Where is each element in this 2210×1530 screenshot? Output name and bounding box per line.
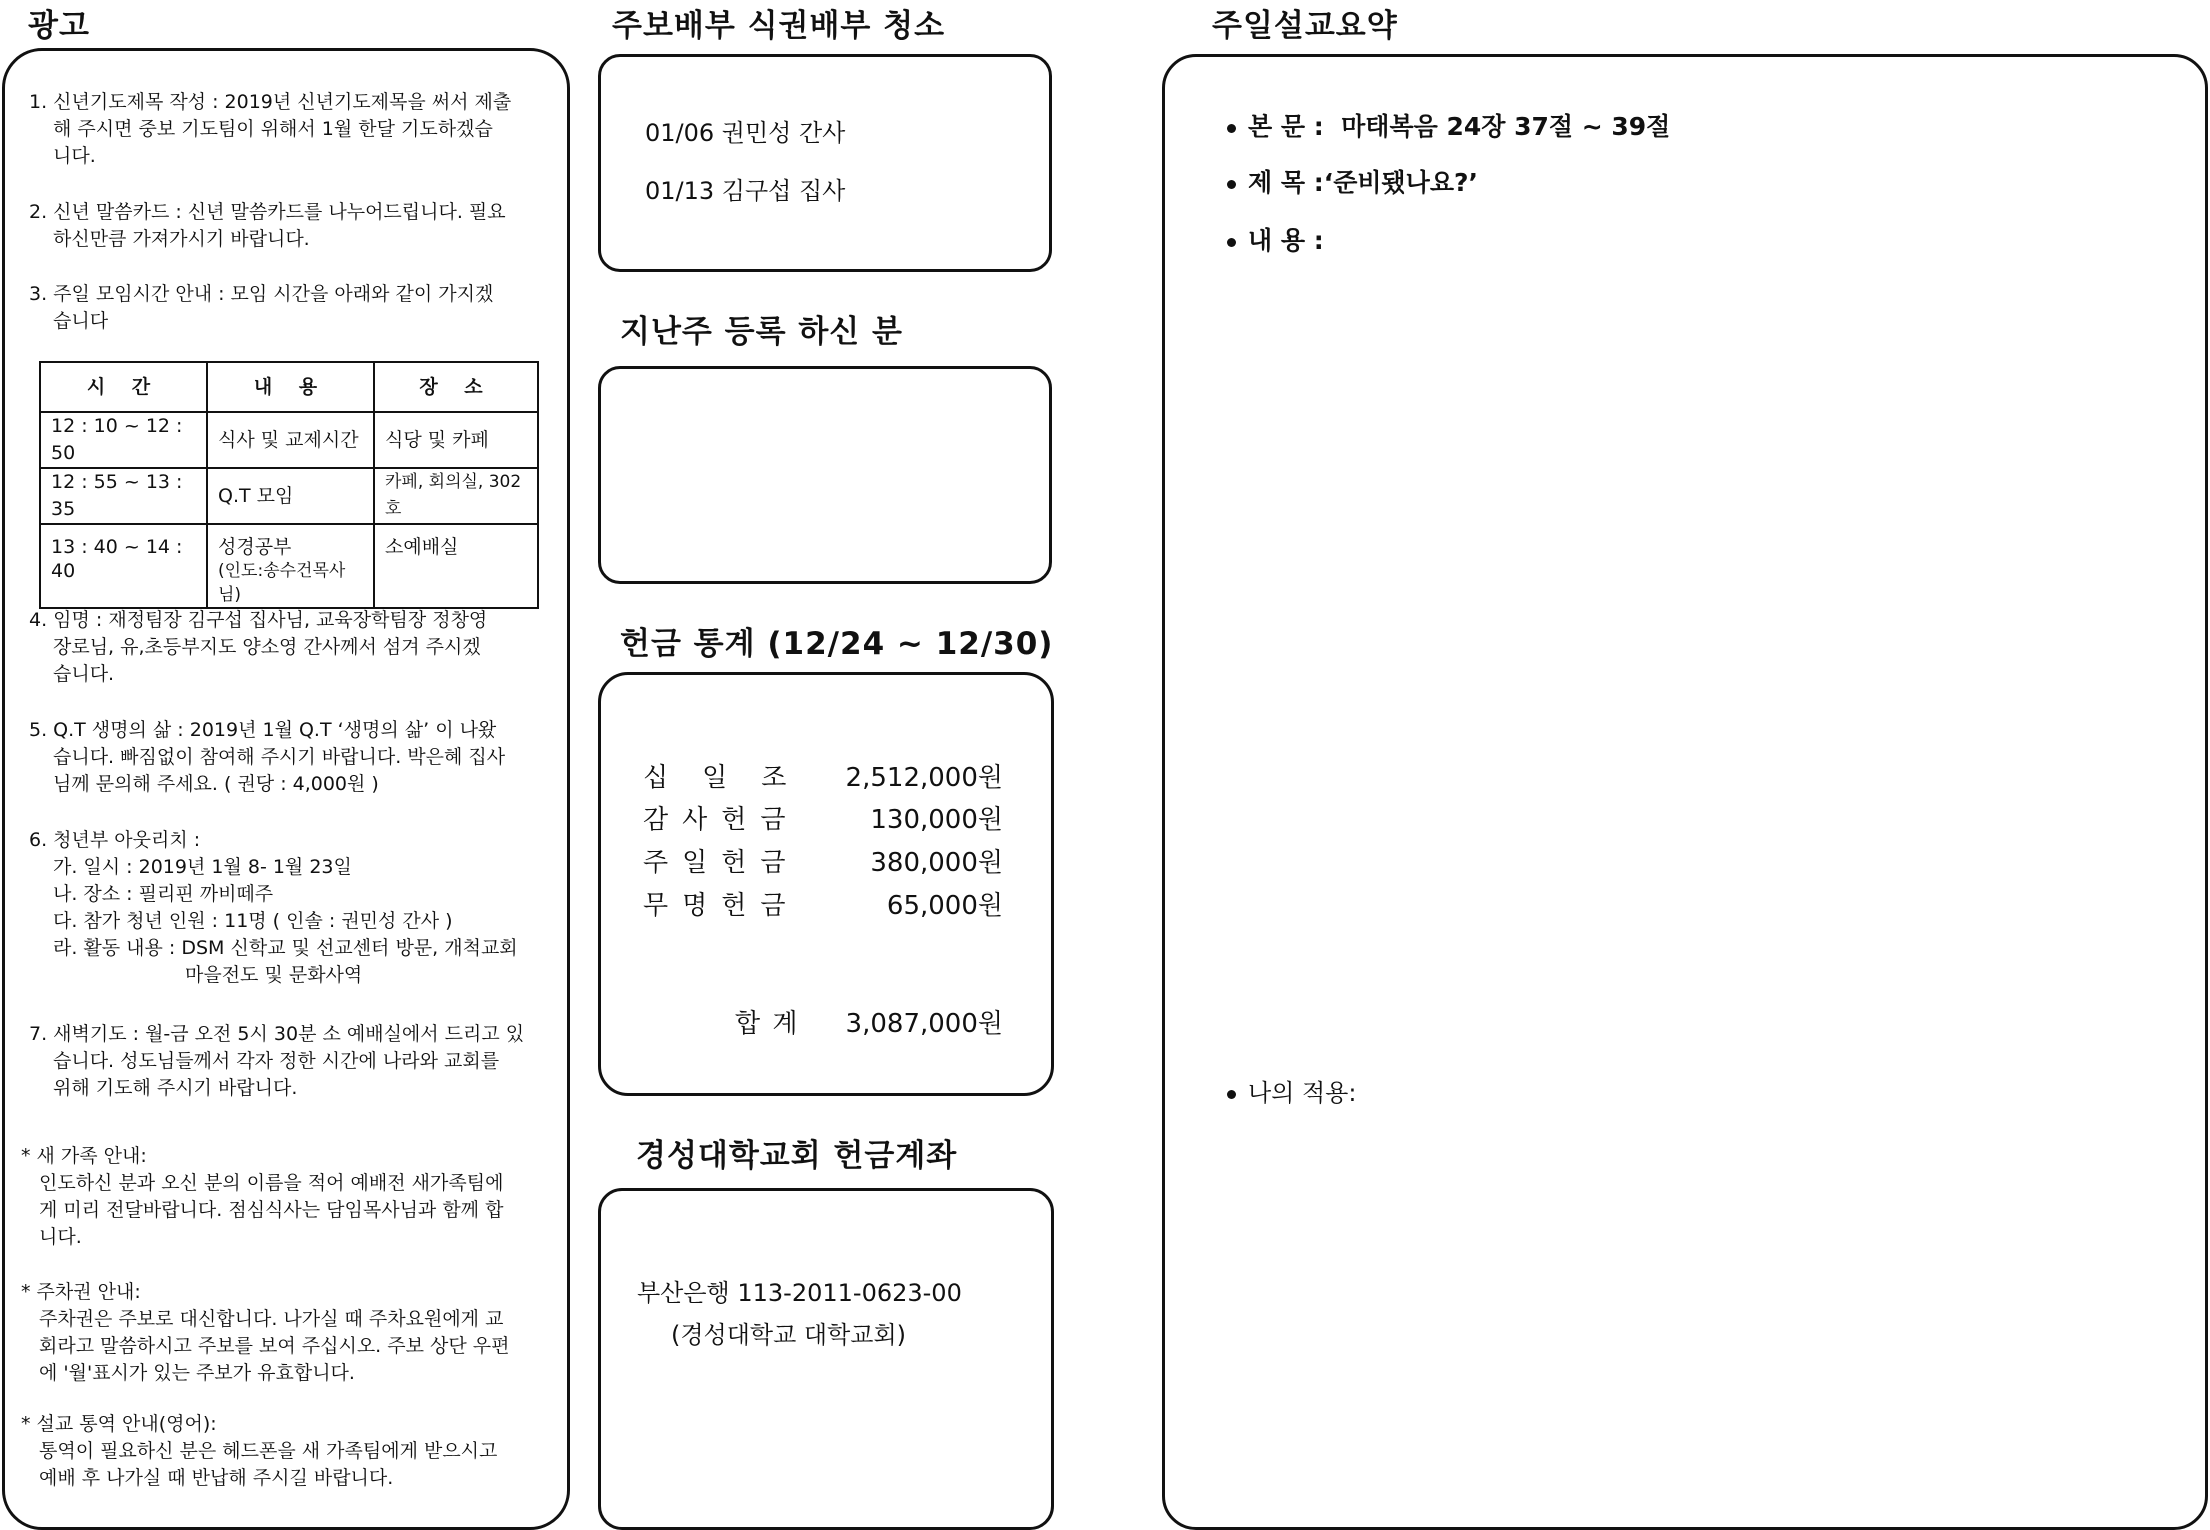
ad-item-7: 7. 새벽기도 : 월-금 오전 5시 30분 소 예배실에서 드리고 있 습니다. 성도님들께서 각자 정한 시간에 나라와 교회를 위해 기도해 주시기 바랍니다. bbox=[29, 1023, 525, 1099]
offering-row-thanks: 감사헌금 130,000원 bbox=[643, 805, 1003, 835]
ads-box bbox=[2, 48, 570, 1530]
offering-title: 헌금 통계 (12/24 ~ 12/30) bbox=[620, 626, 1054, 662]
table-row: 12 : 10 ~ 12 : 50 식사 및 교제시간 식당 및 카페 bbox=[40, 412, 538, 468]
new-family-notice: * 새 가족 안내: 인도하신 분과 오신 분의 이름을 적어 예배전 새가족팀에 게 미리 전달바랍니다. 점심식사는 담임목사님과 함께 합 니다. bbox=[21, 1145, 504, 1248]
translation-notice: * 설교 통역 안내(영어): 통역이 필요하신 분은 헤드폰을 새 가족팀에게 받으시고 예배 후 나가실 때 반납해 주시길 바랍니다. bbox=[21, 1413, 498, 1489]
ad-item-4: 4. 임명 : 재정팀장 김구섭 집사님, 교육장학팀장 정창영 장로님, 유,초등부지도 양소영 간사께서 섬겨 주시겠 습니다. bbox=[29, 609, 488, 685]
bullet-icon bbox=[1227, 124, 1236, 133]
table-header-place: 장 소 bbox=[374, 362, 538, 412]
offering-row-anonymous: 무명헌금 65,000원 bbox=[643, 891, 1003, 921]
sermon-title: 주일설교요약 bbox=[1212, 8, 1398, 44]
account-box bbox=[598, 1188, 1054, 1530]
bullet-icon bbox=[1227, 238, 1236, 247]
sermon-content: 내 용 : bbox=[1227, 221, 1324, 257]
sermon-scripture: 본 문 : 마태복음 24장 37절 ~ 39절 bbox=[1227, 107, 1670, 143]
ad-item-5: 5. Q.T 생명의 삶 : 2019년 1월 Q.T ‘생명의 삶’ 이 나왔 습니다. 빠짐없이 참여해 주시기 바랍니다. 박은혜 집사 님께 문의해 주세요. ( 권당 : 4,000원 ) bbox=[29, 719, 506, 795]
duty-line-1: 01/06 권민성 간사 bbox=[645, 119, 846, 147]
ad-item-2: 2. 신년 말씀카드 : 신년 말씀카드를 나누어드립니다. 필요 하신만큼 가져가시기 바랍니다. bbox=[29, 201, 506, 250]
bullet-icon bbox=[1227, 1090, 1236, 1099]
table-header-content: 내 용 bbox=[207, 362, 374, 412]
meal-cleaning-title: 주보배부 식권배부 청소 bbox=[612, 8, 946, 44]
registered-box bbox=[598, 366, 1052, 584]
account-holder: (경성대학교 대학교회) bbox=[671, 1321, 907, 1349]
account-title: 경성대학교회 헌금계좌 bbox=[636, 1138, 958, 1174]
sermon-box bbox=[1162, 54, 2208, 1530]
ad-item-3: 3. 주일 모임시간 안내 : 모임 시간을 아래와 같이 가지겠 습니다 bbox=[29, 283, 494, 332]
offering-row-sunday: 주일헌금 380,000원 bbox=[643, 848, 1003, 878]
sermon-subject: 제 목 :‘준비됐나요?’ bbox=[1227, 163, 1478, 199]
meal-cleaning-box bbox=[598, 54, 1052, 272]
table-row: 13 : 40 ~ 14 : 40 성경공부 (인도:송수건목사님) 소예배실 bbox=[40, 524, 538, 608]
offering-row-tithe: 십일조 2,512,000원 bbox=[643, 763, 1003, 793]
offering-row-total: 합 계 3,087,000원 bbox=[735, 1009, 1003, 1039]
bullet-icon bbox=[1227, 180, 1236, 189]
sermon-application: 나의 적용: bbox=[1227, 1073, 1356, 1108]
offering-box bbox=[598, 672, 1054, 1096]
ad-item-1: 1. 신년기도제목 작성 : 2019년 신년기도제목을 써서 제출 해 주시면 중보 기도팀이 위해서 1월 한달 기도하겠습 니다. bbox=[29, 91, 512, 167]
meeting-schedule-table bbox=[39, 361, 539, 609]
registered-title: 지난주 등록 하신 분 bbox=[620, 314, 903, 350]
table-header-row bbox=[40, 362, 538, 412]
table-header-time: 시 간 bbox=[40, 362, 207, 412]
duty-line-2: 01/13 김구섭 집사 bbox=[645, 177, 846, 205]
table-row: 12 : 55 ~ 13 : 35 Q.T 모임 카페, 회의실, 302호 bbox=[40, 468, 538, 524]
parking-notice: * 주차권 안내: 주차권은 주보로 대신합니다. 나가실 때 주차요원에게 교 회라고 말씀하시고 주보를 보여 주십시오. 주보 상단 우편 에 '월'표시가 있는 주보가 유효합니다. bbox=[21, 1281, 510, 1384]
ad-item-6: 6. 청년부 아웃리치 : 가. 일시 : 2019년 1월 8- 1월 23일 나. 장소 : 필리핀 까비떼주 다. 참가 청년 인원 : 11명 ( 인솔 : 권민성 간사 ) 라. 활동 내용 : DSM 신학교 및 선교센터 방문, 개척교회 마을전도 및 문화사역 bbox=[29, 829, 518, 986]
ads-title: 광고 bbox=[28, 8, 90, 44]
bank-account-number: 부산은행 113-2011-0623-00 bbox=[637, 1279, 962, 1307]
